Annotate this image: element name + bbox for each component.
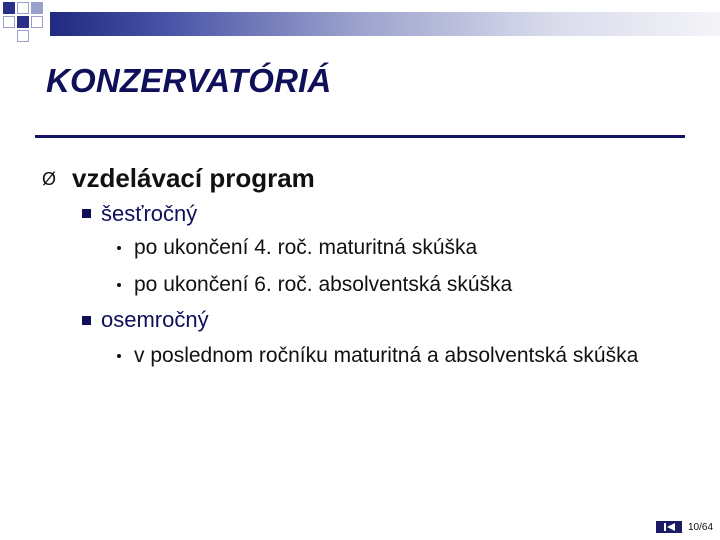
page-number: 10/64 — [688, 522, 714, 533]
deco-square — [31, 2, 43, 14]
level3-item: v poslednom ročníku maturitná a absolventská skúška — [134, 344, 639, 367]
title-underline — [35, 135, 685, 138]
dot-bullet-icon — [117, 246, 121, 250]
deco-square — [3, 2, 15, 14]
deco-square — [31, 16, 43, 28]
dot-bullet-icon — [117, 283, 121, 287]
header-decoration — [0, 0, 720, 48]
arrow-bullet-icon: Ø — [42, 169, 57, 189]
deco-square — [17, 2, 29, 14]
level3-item: po ukončení 4. roč. maturitná skúška — [134, 236, 478, 259]
level2-item: osemročný — [101, 307, 209, 332]
level1-item: vzdelávací program — [72, 163, 315, 193]
slide-title: KONZERVATÓRIÁ — [46, 62, 332, 99]
deco-square — [3, 16, 15, 28]
square-bullet-icon — [82, 316, 91, 325]
deco-square — [17, 16, 29, 28]
first-slide-icon — [664, 523, 676, 531]
level3-item: po ukončení 6. roč. absolventská skúška — [134, 273, 513, 296]
level2-item: šesťročný — [101, 201, 198, 226]
header-gradient-bar — [50, 12, 720, 36]
square-bullet-icon — [82, 209, 91, 218]
deco-square — [17, 30, 29, 42]
dot-bullet-icon — [117, 354, 121, 358]
